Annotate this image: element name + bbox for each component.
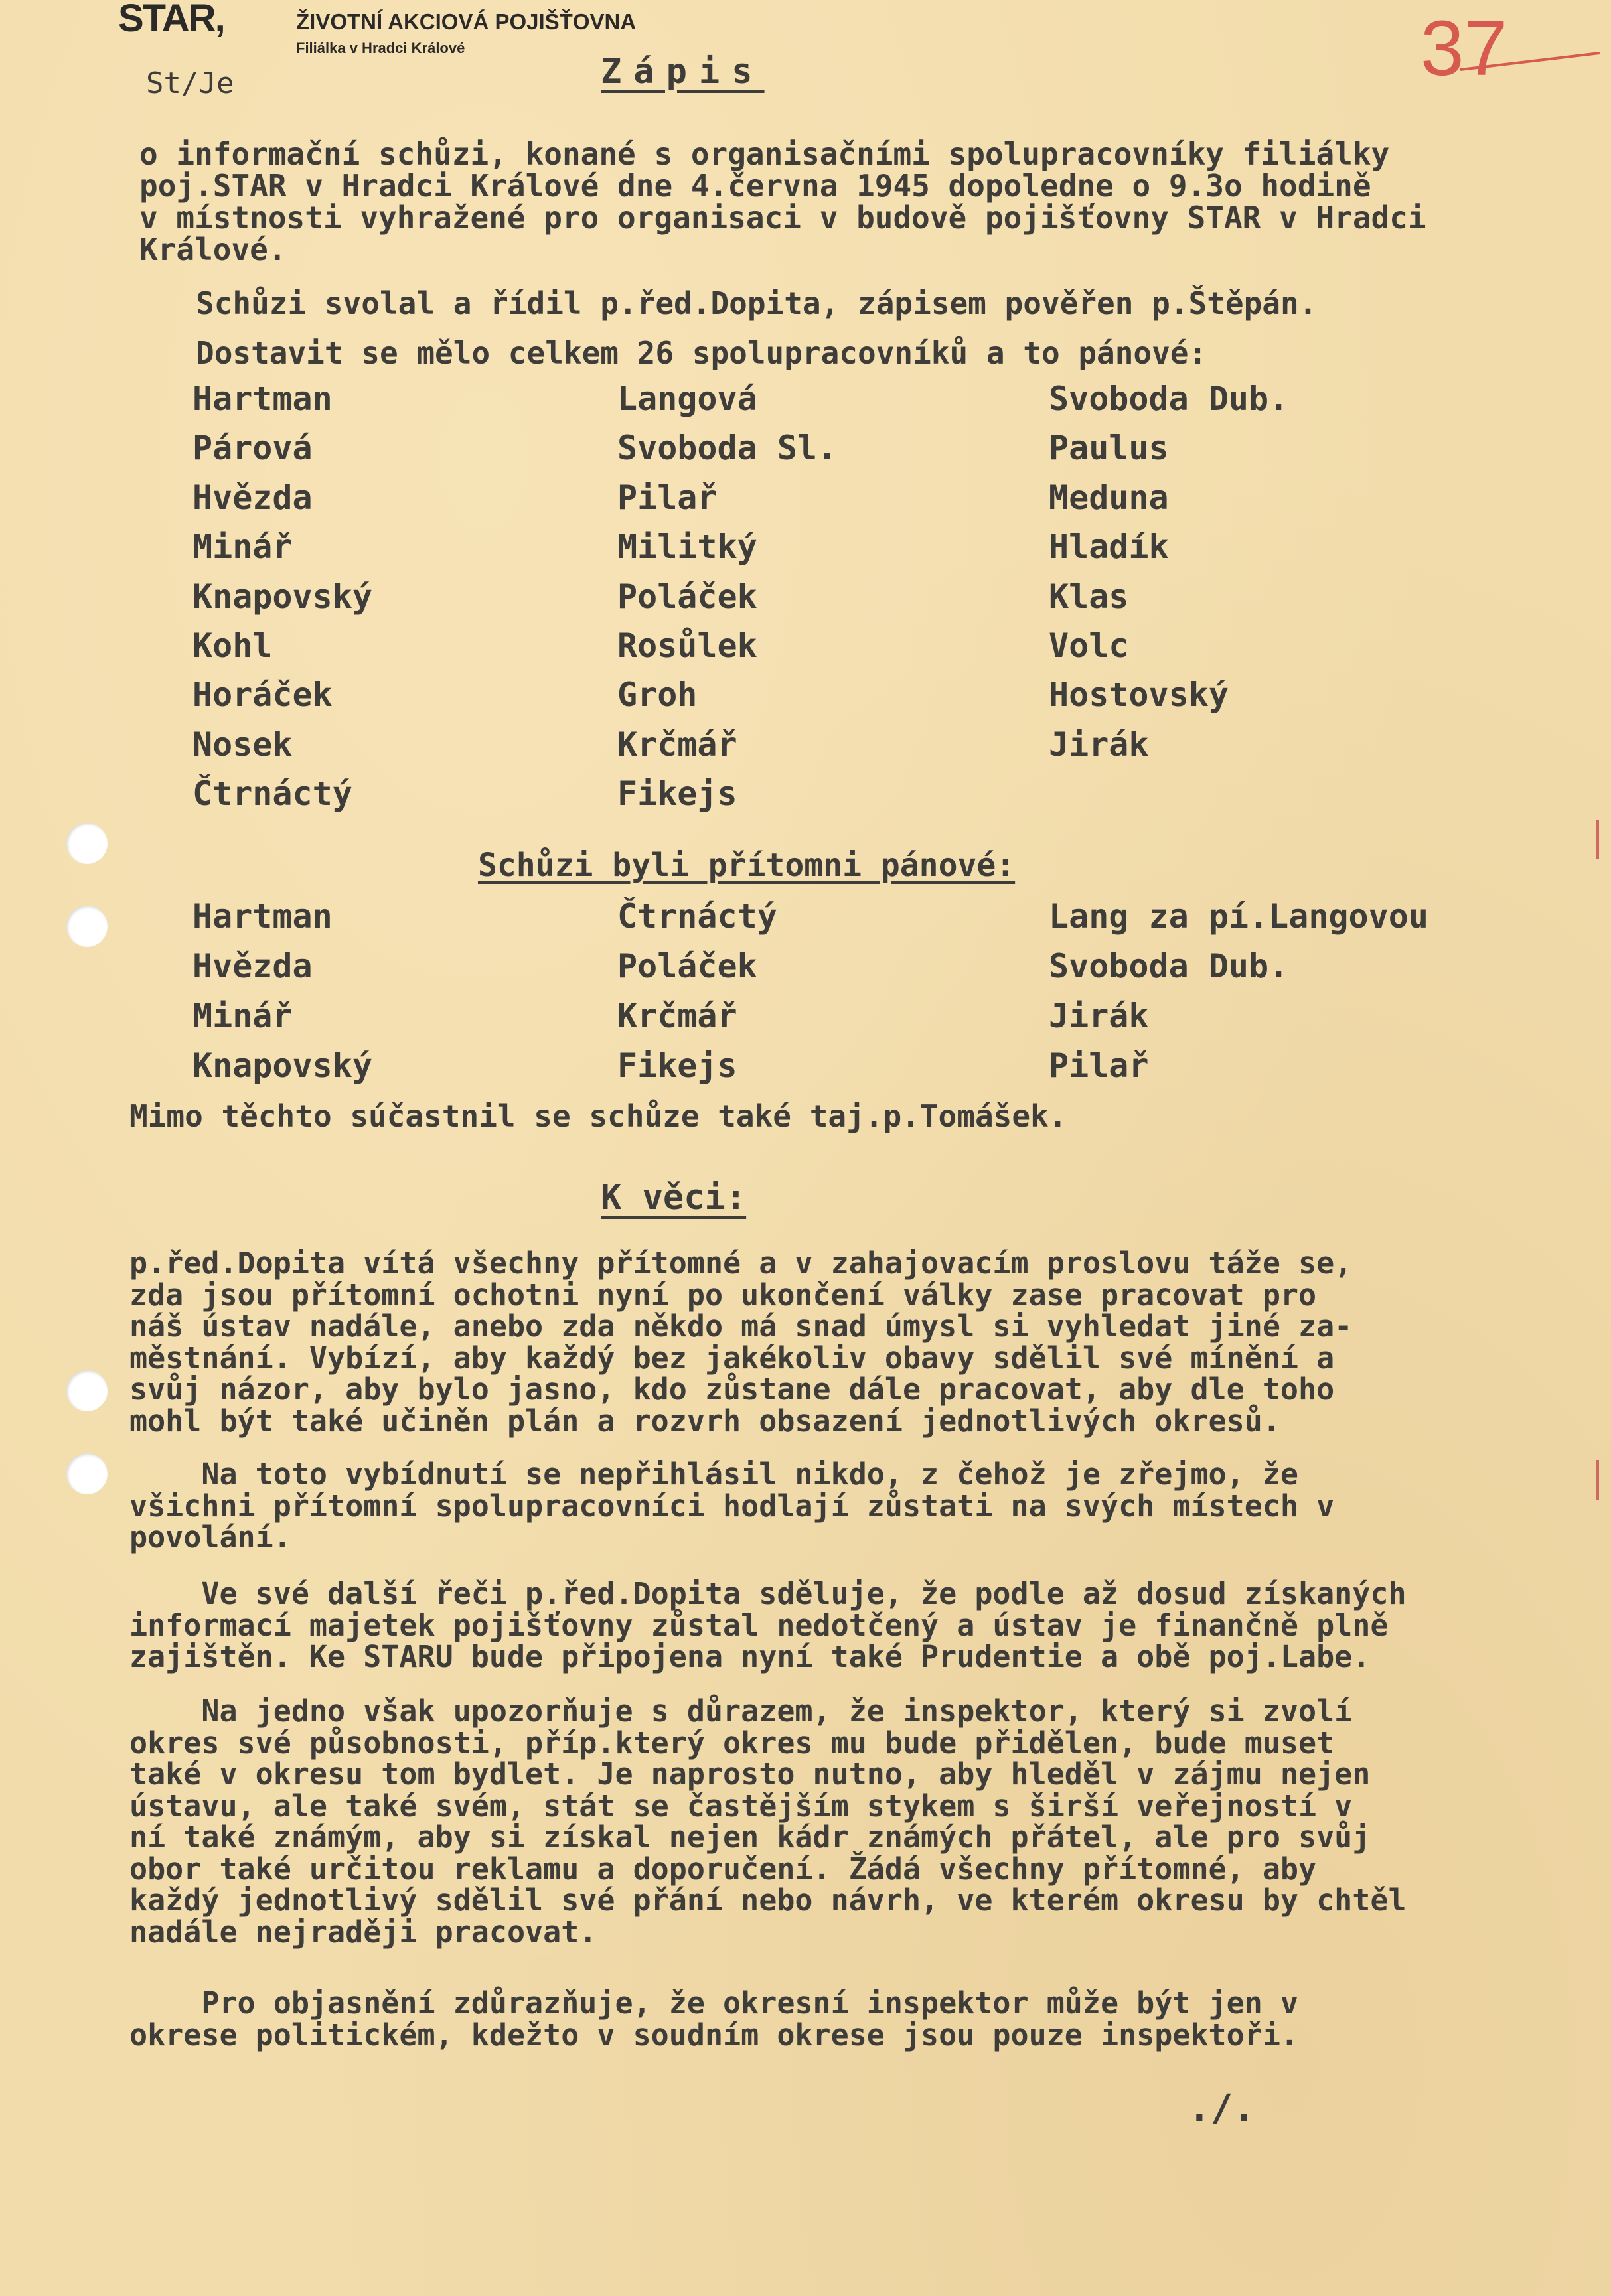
- body-paragraph-5: Pro objasnění zdůrazňuje, že okresní inspektor může být jen v okrese politickém, kdežto v soudním okrese jsou pouze inspektoři.: [129, 1985, 1298, 2052]
- list-item: Hladík: [1049, 528, 1169, 567]
- list-item: Hartman: [192, 380, 333, 418]
- list-row: [192, 947, 1454, 997]
- punch-hole: [66, 906, 108, 947]
- list-item: Svoboda Dub.: [1049, 380, 1289, 418]
- list-item: Krčmář: [617, 725, 737, 764]
- list-item: Minář: [192, 528, 293, 567]
- present-heading: Schůzi byli přítomni pánové:: [478, 847, 1016, 884]
- list-row: [192, 577, 1454, 626]
- list-item: Jirák: [1049, 725, 1149, 764]
- body-paragraph-2: Na toto vybídnutí se nepřihlásil nikdo, z čehož je zřejmo, že všichni přítomní spolupracovníci hodlají zůstati na svých místech v povolání.: [129, 1457, 1335, 1555]
- list-item: Lang za pí.Langovou: [1049, 897, 1428, 936]
- list-item: Knapovský: [192, 1046, 372, 1085]
- list-item: Hvězda: [192, 947, 313, 985]
- page-number: 37: [1420, 5, 1508, 92]
- stamp-brand: STAR,: [118, 0, 224, 40]
- margin-mark: [1596, 820, 1599, 859]
- also-present-line: Mimo těchto súčastnil se schůze také taj.p.Tomášek.: [129, 1098, 1067, 1134]
- list-item: Fikejs: [617, 774, 737, 814]
- page-number-strike: [1457, 23, 1603, 96]
- list-item: Čtrnáctý: [617, 897, 777, 936]
- punch-hole: [66, 823, 108, 864]
- list-item: Paulus: [1049, 429, 1169, 468]
- list-item: Svoboda Dub.: [1049, 947, 1289, 985]
- invited-list: [192, 380, 1454, 824]
- list-item: Horáček: [192, 676, 333, 715]
- list-row: [192, 1046, 1454, 1096]
- list-item: Knapovský: [192, 577, 372, 616]
- list-item: Hvězda: [192, 478, 313, 517]
- list-item: Fikejs: [617, 1046, 737, 1085]
- convened-line: Schůzi svolal a řídil p.řed.Dopita, zápisem pověřen p.Štěpán.: [196, 285, 1318, 321]
- list-item: Párová: [192, 429, 313, 468]
- body-paragraph-1: p.řed.Dopita vítá všechny přítomné a v zahajovacím proslovu táže se, zda jsou přítomní ochotni nyní po ukončení války zase pracovat pro náš ústav nadále, anebo zda někdo má snad úmysl si vyhledat jiné za- městnání. Vybízí, aby každý bez jakékoliv obavy sdělil své mínění a svůj názor, aby bylo jasno, kdo zůstane dále pracovat, aby dle toho mohl být také učiněn plán a rozvrh obsazení jednotlivých okresů.: [129, 1246, 1353, 1439]
- list-item: Poláček: [617, 947, 757, 985]
- margin-mark: [1596, 1460, 1599, 1500]
- list-row: [192, 478, 1454, 528]
- body-paragraph-3: Ve své další řeči p.řed.Dopita sděluje, že podle až dosud získaných informací majetek pojišťovny zůstal nedotčený a ústav je finančně plně zajištěn. Ke STARU bude připojena nyní také Prudentie a obě poj.Labe.: [129, 1576, 1407, 1674]
- list-item: Volc: [1049, 626, 1129, 665]
- invited-intro: Dostavit se mělo celkem 26 spolupracovníků a to pánové:: [196, 335, 1207, 371]
- stamp-branch: Filiálka v Hradci Králové: [296, 40, 465, 56]
- list-row: [192, 725, 1454, 774]
- matter-heading: K věci:: [601, 1178, 747, 1218]
- list-row: [192, 897, 1454, 947]
- list-item: Meduna: [1049, 478, 1169, 517]
- list-row: [192, 528, 1454, 577]
- continuation-mark: ./.: [1188, 2087, 1256, 2130]
- list-item: Kohl: [192, 626, 273, 665]
- list-item: Minář: [192, 997, 293, 1035]
- list-row: [192, 380, 1454, 429]
- list-row: [192, 997, 1454, 1046]
- list-item: Groh: [617, 676, 698, 715]
- list-row: [192, 676, 1454, 725]
- list-item: Hostovský: [1049, 676, 1229, 715]
- punch-hole: [66, 1370, 108, 1411]
- list-item: Klas: [1049, 577, 1129, 616]
- list-item: Svoboda Sl.: [617, 429, 838, 468]
- list-item: Pilař: [617, 478, 718, 517]
- intro-paragraph: o informační schůzi, konané s organisačními spolupracovníky filiálky poj.STAR v Hradci Králové dne 4.června 1945 dopoledne o 9.3o hodině v místnosti vyhražené pro organisaci v budově pojišťovny STAR v Hradci Králové.: [139, 136, 1426, 267]
- list-row: [192, 429, 1454, 478]
- document-title: Zápis: [601, 52, 765, 92]
- stamp-company: ŽIVOTNÍ AKCIOVÁ POJIŠŤOVNA: [296, 9, 637, 34]
- list-item: Pilař: [1049, 1046, 1149, 1085]
- list-item: Hartman: [192, 897, 333, 936]
- list-item: Poláček: [617, 577, 757, 616]
- list-row: [192, 626, 1454, 676]
- list-item: Rosůlek: [617, 626, 757, 665]
- list-item: Militký: [617, 528, 757, 567]
- present-list: [192, 897, 1454, 1096]
- list-item: Nosek: [192, 725, 293, 764]
- list-item: Langová: [617, 380, 757, 418]
- body-paragraph-4: Na jedno však upozorňuje s důrazem, že inspektor, který si zvolí okres své působnosti, příp.který okres mu bude přidělen, bude muset také v okresu tom bydlet. Je naprosto nutno, aby hleděl v zájmu nejen ústavu, ale také svém, stát se častějším stykem s širší veřejností v ní také známým, aby si získal nejen kádr známých přátel, ale pro svůj obor také určitou reklamu a doporučení. Žádá všechny přítomné, aby každý jednotlivý sdělil své přání nebo návrh, ve kterém okresu by chtěl nadále nejraději pracovat.: [129, 1693, 1407, 1950]
- list-item: Jirák: [1049, 997, 1149, 1035]
- punch-hole: [66, 1453, 108, 1494]
- list-item: Krčmář: [617, 997, 737, 1035]
- reference-code: St/Je: [146, 66, 234, 100]
- list-row: [192, 774, 1454, 824]
- list-item: Čtrnáctý: [192, 774, 352, 814]
